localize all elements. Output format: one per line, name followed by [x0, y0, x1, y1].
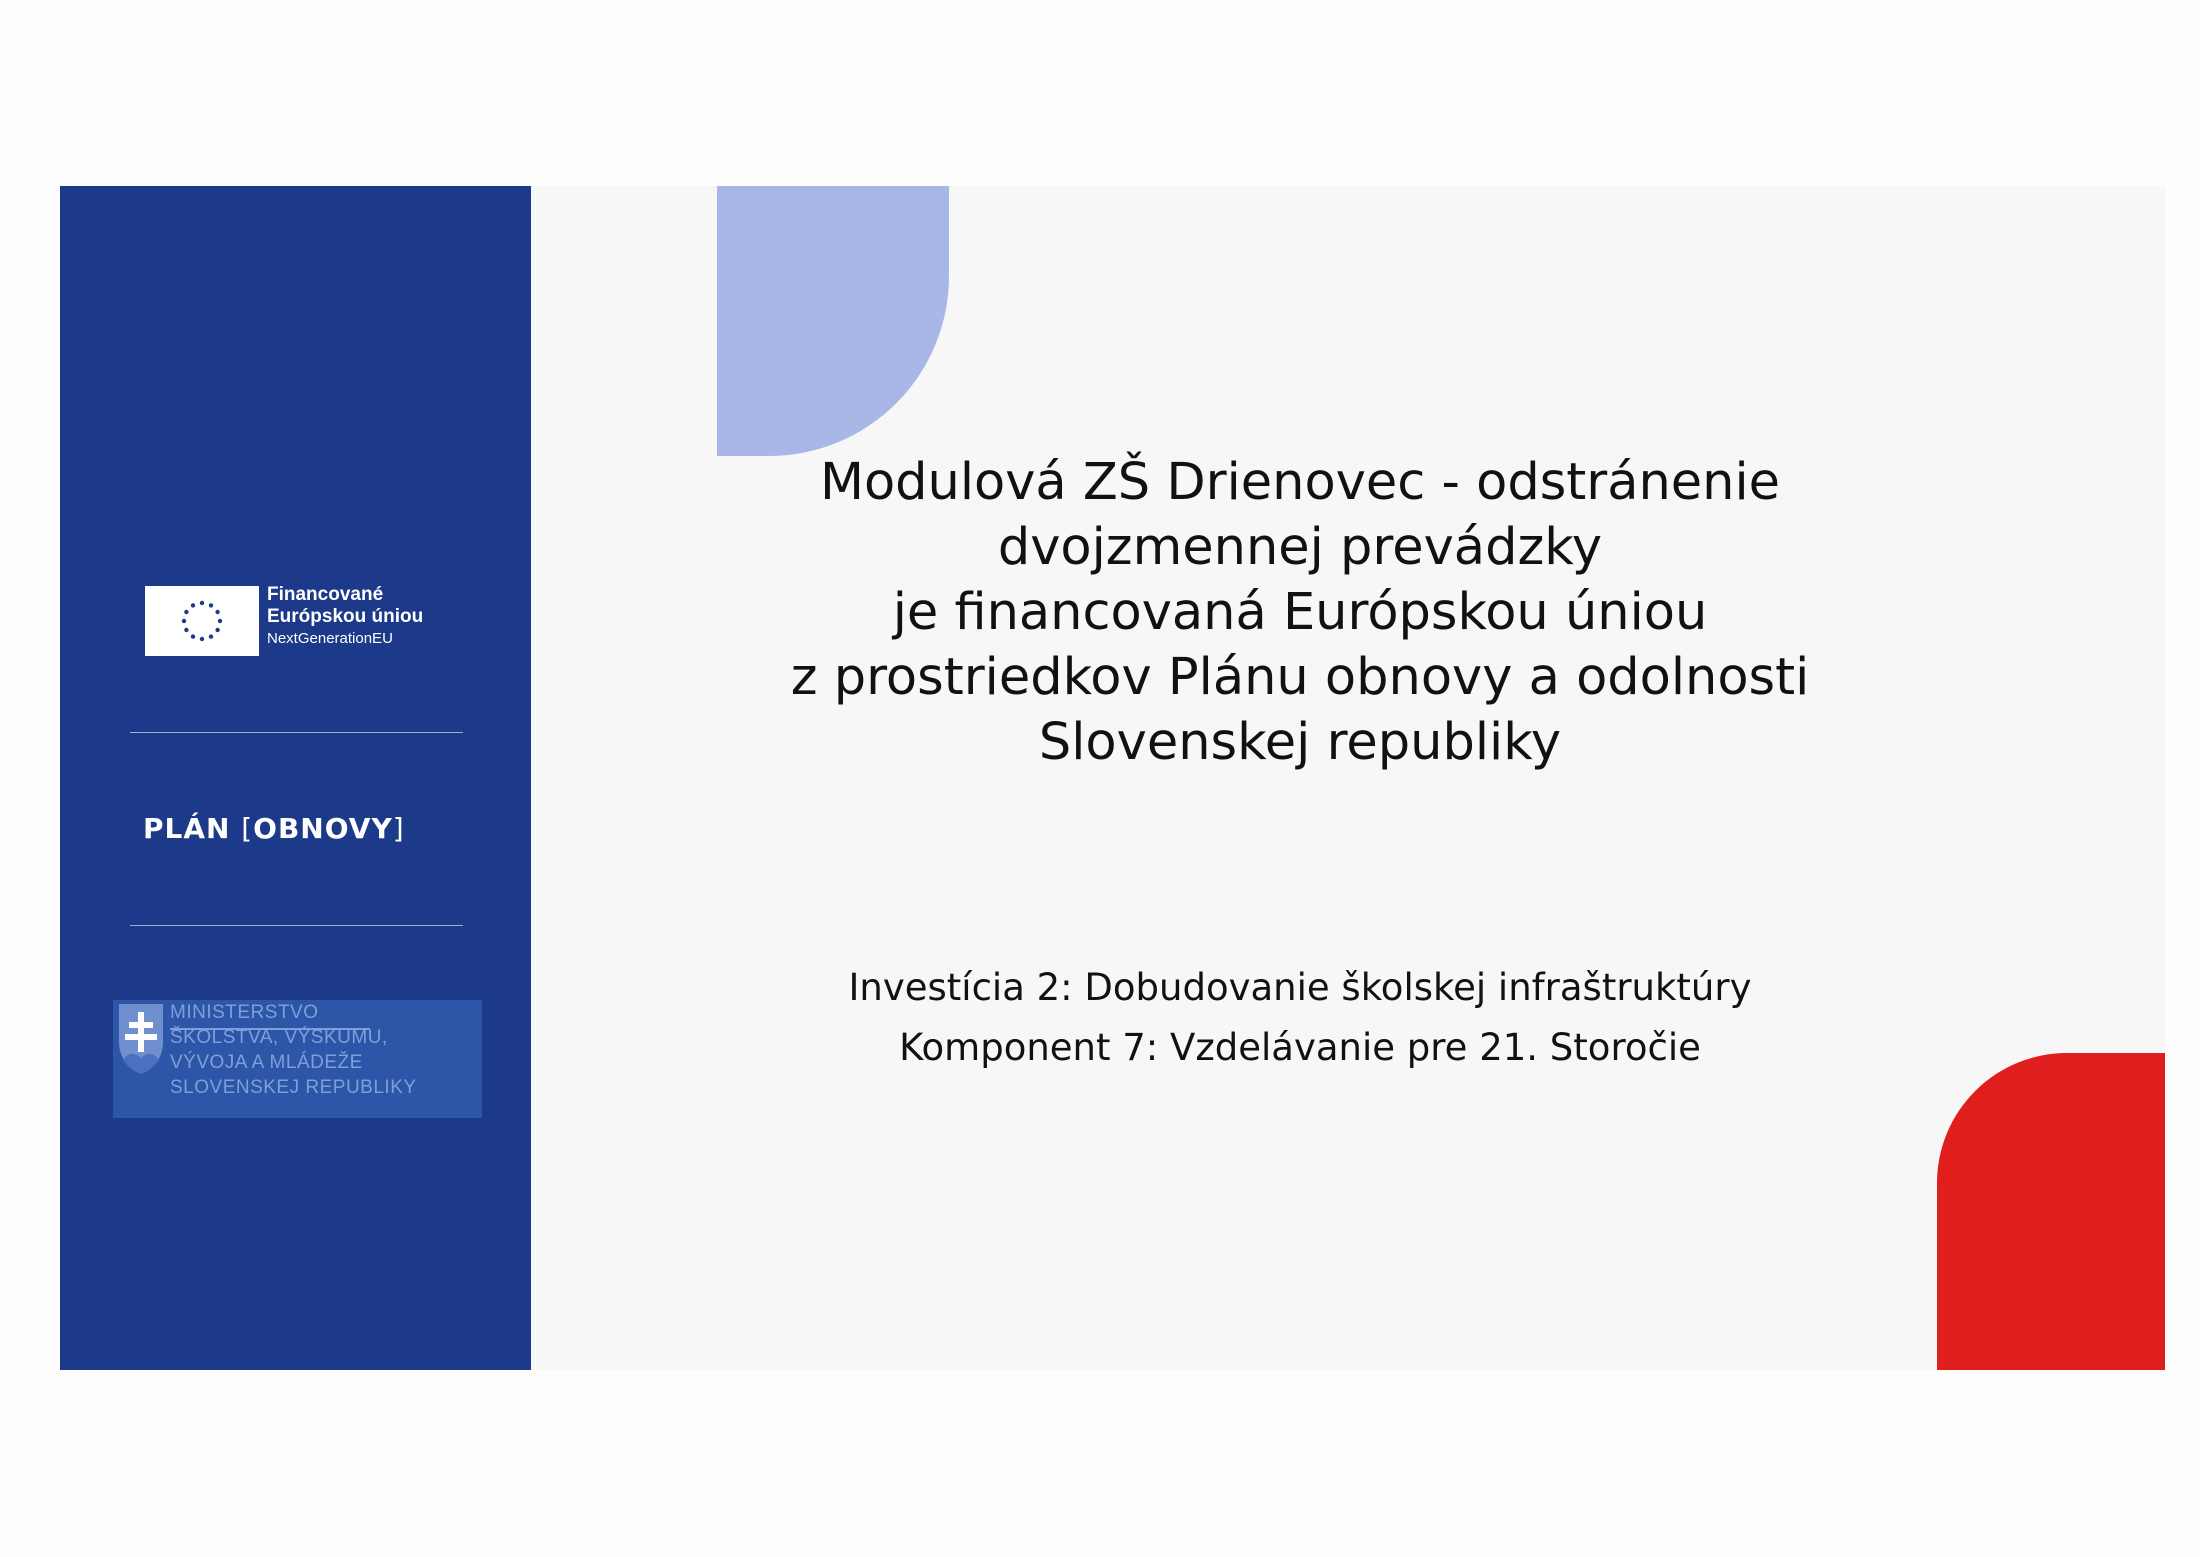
plan-obnovy-logo	[143, 812, 405, 845]
eu-funding-logo	[145, 584, 465, 660]
ministry-line3: VÝVOJA A MLÁDEŽE	[170, 1052, 363, 1073]
logo-sidebar	[60, 186, 531, 1370]
sidebar-divider	[130, 732, 463, 733]
eu-flag-icon	[145, 586, 259, 656]
plan-logo-word2: OBNOVY	[253, 812, 393, 845]
title-line: Modulová ZŠ Drienovec - odstránenie	[819, 453, 1781, 512]
eu-logo-text	[267, 584, 423, 650]
eu-logo-line2: Európskou úniou	[267, 606, 424, 627]
eu-logo-line3: NextGenerationEU	[267, 630, 393, 647]
slovak-coat-of-arms-icon	[117, 1002, 165, 1076]
title-line: z prostriedkov Plánu obnovy a odolnosti	[790, 648, 1810, 707]
ministry-logo-text	[170, 1000, 417, 1100]
ministry-line1: MINISTERSTVO	[170, 1002, 319, 1023]
investment-line: Investícia 2: Dobudovanie školskej infraštruktúry	[848, 966, 1752, 1009]
eu-logo-line1: Financované	[267, 584, 384, 605]
bracket-close-icon: ]	[392, 812, 405, 845]
ministry-line4: SLOVENSKEJ REPUBLIKY	[170, 1077, 417, 1098]
sidebar-divider	[130, 925, 463, 926]
ministry-line2: ŠKOLSTVA, VÝSKUMU,	[170, 1027, 388, 1048]
title-line: je financovaná Európskou úniou	[892, 583, 1708, 642]
title-line: dvojzmennej prevádzky	[997, 518, 1603, 577]
component-line: Komponent 7: Vzdelávanie pre 21. Storočie	[899, 1026, 1701, 1069]
investment-info	[700, 958, 1900, 1078]
plan-logo-word1: PLÁN	[143, 812, 231, 845]
ministry-logo	[113, 1000, 482, 1118]
blue-accent-shape	[717, 186, 949, 456]
title-line: Slovenskej republiky	[1038, 713, 1562, 772]
red-accent-shape	[1937, 1053, 2165, 1370]
project-title	[680, 450, 1920, 775]
bracket-open-icon: [	[241, 812, 254, 845]
